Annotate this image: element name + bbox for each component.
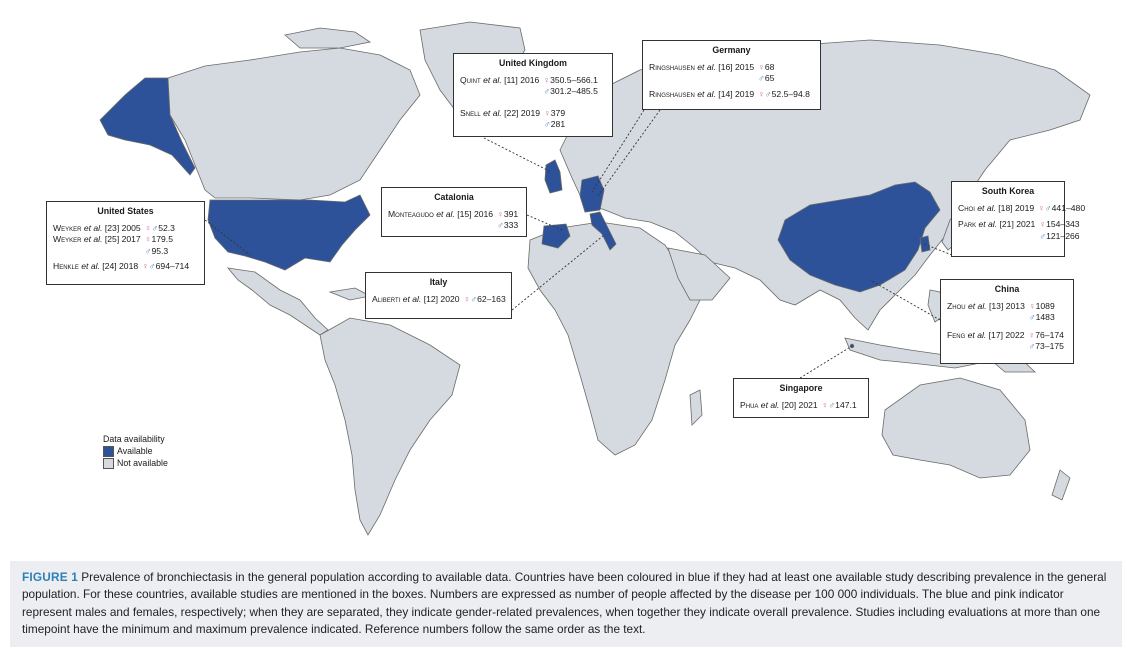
us-study-1-ref: Weyker et al. [23] 2005	[53, 222, 141, 233]
male-icon: ♂	[544, 119, 551, 130]
map-new-zealand	[1052, 470, 1070, 500]
male-icon: ♂	[151, 222, 159, 233]
male-icon: ♂	[1039, 230, 1047, 241]
figure-caption	[10, 561, 1122, 647]
female-icon: ♀	[1028, 300, 1036, 311]
map-legend	[103, 433, 168, 469]
male-icon: ♂	[758, 73, 765, 84]
us-study-3-ref: Henkle et al. [24] 2018	[53, 261, 139, 272]
germany-study-1-ref: Ringshausen et al. [16] 2015	[649, 61, 755, 72]
germany-box: Germany Ringshausen et al. [16] 2015 ♀68 ♂65 Ringshausen et al. [14] 2019 ♀♂52.5–94.8	[642, 40, 821, 110]
legend-available-label: Available	[117, 446, 153, 456]
map-united-kingdom	[545, 160, 562, 193]
uk-study-1-ref: Quint et al. [11] 2016	[460, 74, 540, 85]
south-korea-study-2-ref: Park et al. [21] 2021	[958, 219, 1036, 230]
female-icon: ♀	[142, 261, 149, 272]
legend-swatch-not-available	[103, 458, 114, 469]
catalonia-study-1-ref: Monteagudo et al. [15] 2016	[388, 208, 494, 219]
male-icon: ♂	[1028, 312, 1036, 323]
china-title: China	[994, 284, 1020, 294]
south-korea-study-1-ref: Choi et al. [18] 2019	[958, 202, 1035, 213]
female-icon: ♀	[1028, 329, 1036, 340]
caption-label: FIGURE 1	[22, 570, 79, 584]
singapore-study-1-ref: Phua et al. [20] 2021	[740, 399, 818, 410]
female-icon: ♀	[144, 222, 152, 233]
female-icon: ♀	[144, 234, 152, 245]
legend-not-available-label: Not available	[117, 458, 168, 468]
female-icon: ♀	[821, 399, 829, 410]
italy-title: Italy	[429, 277, 448, 287]
map-madagascar	[690, 390, 702, 425]
uk-study-1-female: ♀350.5–566.1	[543, 74, 598, 85]
uk-study-2-ref: Snell et al. [22] 2019	[460, 107, 541, 118]
us-study-2-ref: Weyker et al. [25] 2017	[53, 234, 141, 245]
china-box: China Zhou et al. [13] 2013 ♀1089 ♂1483 Feng et al. [17] 2022 ♀76–174 ♂73–175	[940, 279, 1074, 364]
uk-title: United Kingdom	[499, 58, 567, 68]
italy-box: Italy Aliberti et al. [12] 2020 ♀♂62–163	[365, 272, 512, 319]
male-icon: ♂	[1028, 341, 1036, 352]
map-caribbean	[330, 288, 370, 300]
uk-study-1-male: ♂301.2–485.5	[543, 86, 598, 97]
singapore-title: Singapore	[779, 383, 823, 393]
map-north-america	[160, 48, 420, 200]
china-study-1-ref: Zhou et al. [13] 2013	[947, 300, 1025, 311]
map-australia	[882, 378, 1030, 478]
germany-title: Germany	[712, 45, 751, 55]
male-icon: ♂	[543, 86, 551, 97]
map-germany	[580, 176, 604, 212]
female-icon: ♀	[544, 107, 551, 118]
male-icon: ♂	[144, 245, 152, 256]
south-korea-title: South Korea	[981, 186, 1035, 196]
male-icon: ♂	[470, 293, 478, 304]
china-study-2-ref: Feng et al. [17] 2022	[947, 329, 1025, 340]
us-title: United States	[97, 206, 154, 216]
leader-uk	[484, 138, 551, 172]
italy-study-1-ref: Aliberti et al. [12] 2020	[372, 293, 460, 304]
legend-title: Data availability	[103, 434, 165, 444]
legend-swatch-available	[103, 446, 114, 457]
south-korea-box: South Korea Choi et al. [18] 2019 ♀♂441–480 Park et al. [21] 2021 ♀154–343 ♂121–266	[951, 181, 1065, 257]
female-icon: ♀	[758, 88, 765, 99]
map-mexico-central-america	[228, 268, 328, 335]
map-south-america	[320, 318, 460, 535]
female-icon: ♀	[497, 208, 504, 219]
germany-study-2-ref: Ringshausen et al. [14] 2019	[649, 88, 755, 99]
caption-text: Prevalence of bronchiectasis in the general population according to available data. Countries have been coloured in blue if they had at least one available study describing prevalence in the general population. For these countries, available studies are mentioned in the boxes. Numbers are expressed as number of people affected by the disease per 100 000 individuals. The blue and pink indicator represent males and females, respectively; when they are separated, they indicate gender-related prevalences, when together they indicate overall prevalence. Studies including evaluations at more than one timepoint have the minimum and maximum prevalence indicated. Reference numbers follow the same order as the text.	[22, 570, 1107, 637]
female-icon: ♀	[758, 61, 765, 72]
catalonia-title: Catalonia	[434, 192, 474, 202]
male-icon: ♂	[1044, 202, 1052, 213]
singapore-box: Singapore Phua et al. [20] 2021 ♀♂147.1	[733, 378, 869, 418]
male-icon: ♂	[828, 399, 836, 410]
leader-singapore	[800, 346, 852, 378]
male-icon: ♂	[148, 261, 156, 272]
female-icon: ♀	[1038, 202, 1045, 213]
male-icon: ♂	[764, 88, 772, 99]
map-united-states	[208, 195, 370, 270]
map-arctic-islands	[285, 28, 370, 48]
female-icon: ♀	[1039, 219, 1047, 230]
us-box: United States Weyker et al. [23] 2005 ♀♂52.3 Weyker et al. [25] 2017 ♀179.5 ♂95.3 Henkle et al. [24] 2018 ♀♂694–714	[46, 201, 205, 285]
male-icon: ♂	[497, 220, 504, 231]
catalonia-box: Catalonia Monteagudo et al. [15] 2016 ♀391 ♂333	[381, 187, 527, 237]
female-icon: ♀	[463, 293, 471, 304]
uk-box: United Kingdom Quint et al. [11] 2016 ♀350.5–566.1 ♂301.2–485.5 Snell et al. [22] 2019 ♀379 ♂281	[453, 53, 613, 137]
female-icon: ♀	[543, 74, 551, 85]
